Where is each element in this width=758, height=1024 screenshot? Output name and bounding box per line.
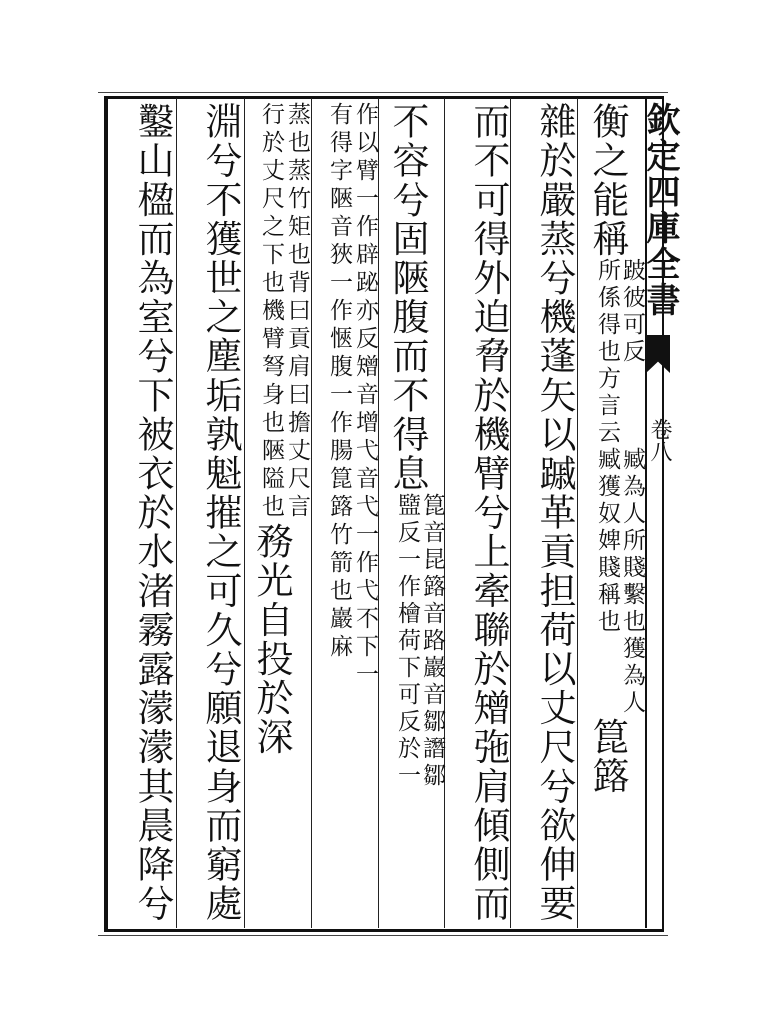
text-column-4 xyxy=(386,102,444,922)
text-column-3: 而不可得外迫脅於機臂兮上牽聯於矰㢮肩傾側而 xyxy=(467,102,510,924)
commentary-right: 蒸也蒸竹矩也背曰貢肩曰擔丈尺言 xyxy=(284,102,310,522)
main-text: 務光自投於深 xyxy=(250,522,293,757)
column-rule xyxy=(176,98,177,928)
commentary-right: 臧為人所賤繫也獲為人 xyxy=(619,447,645,718)
margin-title: 欽定四庫全書 xyxy=(640,102,680,318)
commentary-right: 箟音昆簬音路巖音鄒譖鄒 xyxy=(419,493,445,790)
column-rule xyxy=(577,98,578,928)
text-column-1 xyxy=(586,102,644,922)
text-column-8: 鑿山楹而為室兮下被衣於水渚霧露濛濛其晨降兮 xyxy=(131,102,174,924)
commentary-left: 所係得也方言云 xyxy=(594,258,620,448)
column-rule xyxy=(244,98,245,928)
commentary-left: 盬反一作檜荷下可反於一 xyxy=(394,493,420,790)
text-column-2: 雜於嚴蒸兮機蓬矢以䠞革貢担荷以丈尺兮欲伸要 xyxy=(533,102,576,924)
text-column-5 xyxy=(320,102,378,922)
commentary-left: 行於丈尺之下也機臂弩身也陿隘也 xyxy=(258,102,284,522)
main-text: 箟簬 xyxy=(586,717,629,796)
commentary xyxy=(326,102,378,690)
commentary-right: 跛彼可反 xyxy=(619,258,645,367)
main-text: 不容兮固陿腹而不得息 xyxy=(386,102,429,493)
column-rule xyxy=(510,98,511,928)
text-column-6 xyxy=(252,102,310,922)
column-rule xyxy=(378,98,379,928)
commentary xyxy=(258,102,310,522)
commentary-left: 有得字陿音狹一作愜腹一作腸箟簬竹箭也巖麻 xyxy=(326,102,352,662)
commentary xyxy=(394,493,444,790)
column-rule xyxy=(311,98,312,928)
commentary xyxy=(594,258,644,447)
commentary-right: 作以臂一作辟䟤亦反矰音增弋音弋一作弋不下一 xyxy=(352,102,378,690)
commentary-left: 臧獲奴婢賤稱也 xyxy=(594,447,620,637)
text-column-7: 淵兮不獲世之塵垢孰魁摧之可久兮願退身而窮處 xyxy=(199,102,242,924)
commentary xyxy=(594,447,644,717)
main-text: 衡之能稱 xyxy=(586,102,629,259)
margin-volume: 卷八 xyxy=(647,418,672,462)
